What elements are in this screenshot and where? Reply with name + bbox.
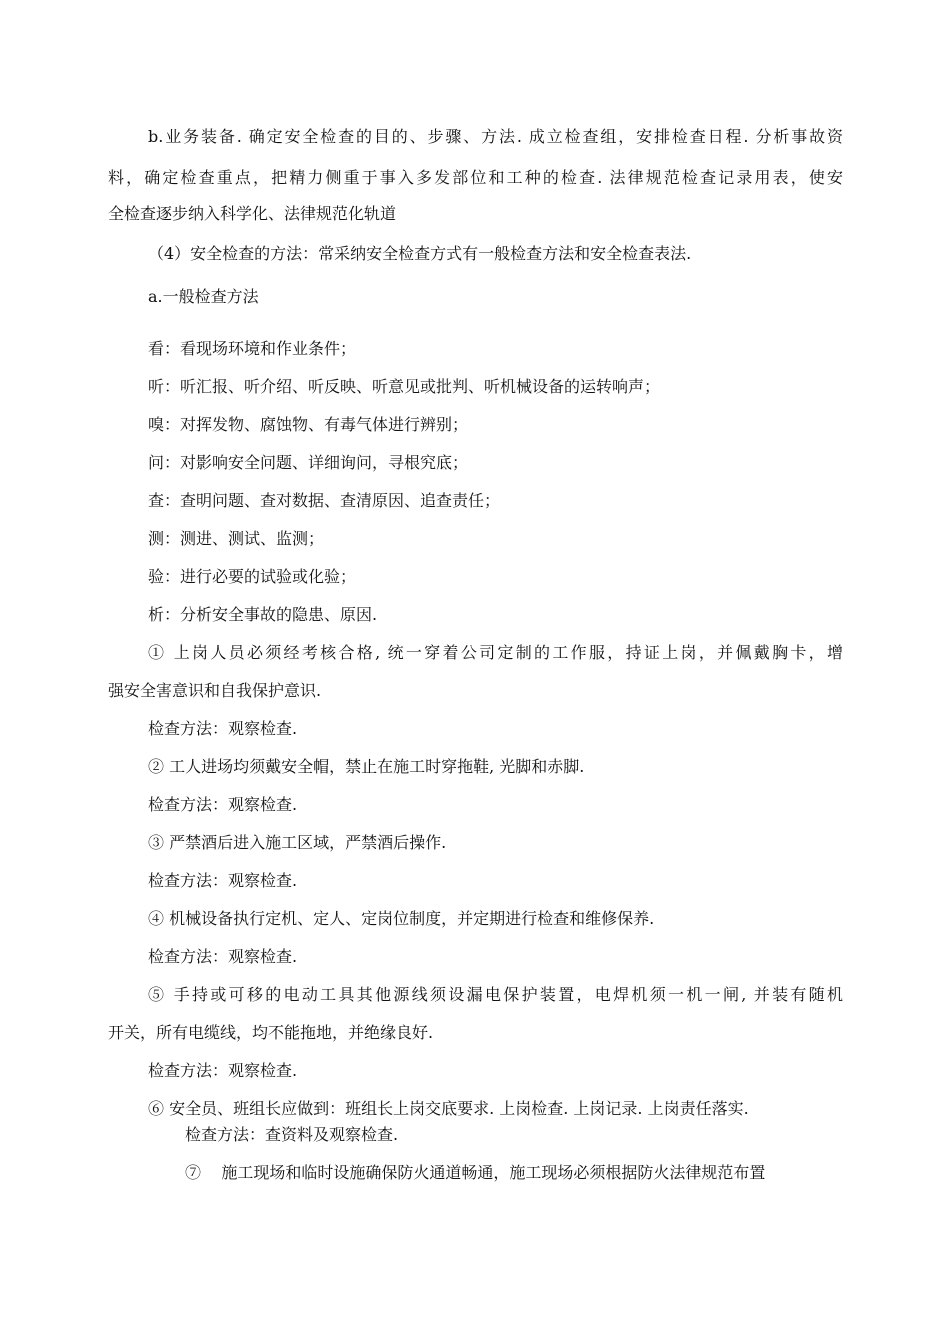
item-6: ⑥ 安全员、班组长应做到：班组长上岗交底要求. 上岗检查. 上岗记录. 上岗责任落实. <box>148 1099 749 1118</box>
item-2: ② 工人进场均须戴安全帽，禁止在施工时穿拖鞋, 光脚和赤脚. <box>148 757 585 776</box>
method-listen: 听：听汇报、听介绍、听反映、听意见或批判、听机械设备的运转响声； <box>148 377 661 396</box>
subheading-general-methods: a.一般检查方法 <box>148 287 259 306</box>
method-smell: 嗅：对挥发物、腐蚀物、有毒气体进行辨别； <box>148 415 469 434</box>
method-test: 验：进行必要的试验或化验； <box>148 567 357 586</box>
item-4: ④ 机械设备执行定机、定人、定岗位制度，并定期进行检查和维修保养. <box>148 909 655 928</box>
item-1-line-1: ① 上岗人员必须经考核合格, 统一穿着公司定制的工作服，持证上岗，并佩戴胸卡，增 <box>148 643 843 662</box>
method-analyze: 析：分析安全事故的隐患、原因. <box>148 605 378 624</box>
method-check: 查：查明问题、查对数据、查清原因、追查责任； <box>148 491 501 510</box>
paragraph-business-prep-line-2: 料，确定检查重点，把精力侧重于事入多发部位和工种的检查. 法律规范检查记录用表，使安 <box>108 168 843 187</box>
item-2-check-method: 检查方法：观察检查. <box>148 795 298 814</box>
item-3: ③ 严禁酒后进入施工区域，严禁酒后操作. <box>148 833 447 852</box>
item-1-line-2: 强安全害意识和自我保护意识. <box>108 681 322 700</box>
item-5-line-2: 开关，所有电缆线，均不能拖地，并绝缘良好. <box>108 1023 434 1042</box>
section-heading-inspection-methods: （4）安全检查的方法：常采纳安全检查方式有一般检查方法和安全检查表法. <box>148 244 692 263</box>
method-ask: 问：对影响安全问题、详细询问，寻根究底； <box>148 453 469 472</box>
paragraph-business-prep-line-3: 全检查逐步纳入科学化、法律规范化轨道 <box>108 204 397 223</box>
method-measure: 测：测进、测试、监测； <box>148 529 325 548</box>
item-7-line-1: ⑦ 施工现场和临时设施确保防火通道畅通，施工现场必须根据防火法律规范布置 <box>185 1163 766 1182</box>
item-1-check-method: 检查方法：观察检查. <box>148 719 298 738</box>
method-look: 看：看现场环境和作业条件； <box>148 339 357 358</box>
item-5-line-1: ⑤ 手持或可移的电动工具其他源线须设漏电保护装置，电焊机须一机一闸, 并装有随机 <box>148 985 843 1004</box>
item-3-check-method: 检查方法：观察检查. <box>148 871 298 890</box>
item-5-check-method: 检查方法：观察检查. <box>148 1061 298 1080</box>
item-4-check-method: 检查方法：观察检查. <box>148 947 298 966</box>
paragraph-business-prep-line-1: b.业务装备. 确定安全检查的目的、步骤、方法. 成立检查组，安排检查日程. 分析事故资 <box>148 127 843 146</box>
item-6-check-method: 检查方法：查资料及观察检查. <box>185 1125 399 1144</box>
